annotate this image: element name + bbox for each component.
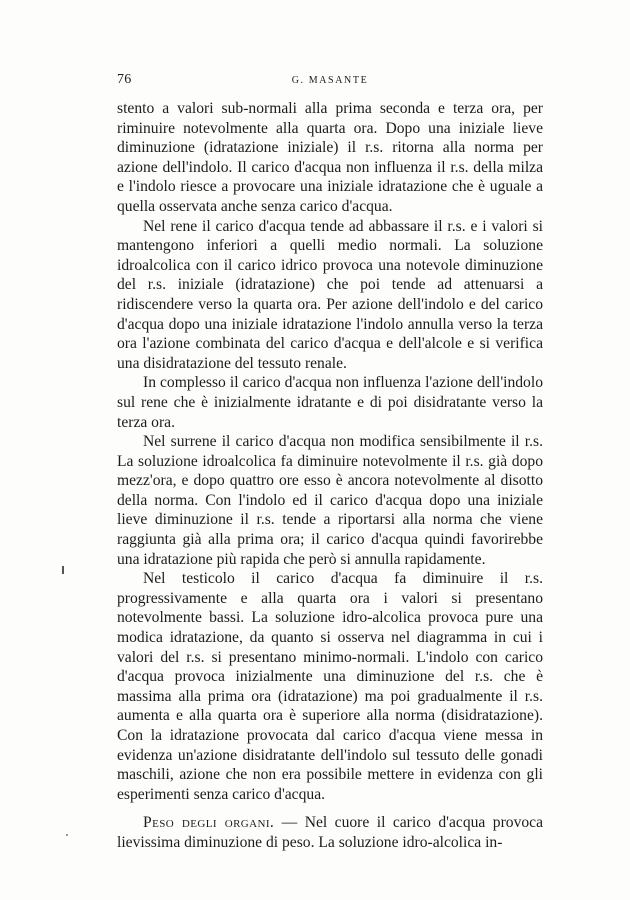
margin-mark: [62, 566, 64, 574]
paragraph-testicolo: Nel testicolo il carico d'acqua fa diminuire il r.s. progressivamente e alla quarta ora i valori si presentano notevolmente bassi. La soluzione idro-alcolica provoca pure una modica idratazione, da quanto si osserva nel diagramma in cui i valori del r.s. si presentano minimo-normali. L'indolo con carico d'acqua provoca inizialmente una diminuzione del r.s. che è massima alla prima ora (idratazione) ma poi gradualmente il r.s. aumenta e alla quarta ora è superiore alla norma (disidratazione). Con la idratazione provocata dal carico d'acqua viene messa in evidenza un'azione disidratante dell'indolo sul tessuto delle gonadi maschili, azione che non era possibile mettere in evidenza con gli esperimenti senza carico d'acqua.: [117, 570, 543, 803]
running-head: [117, 72, 543, 92]
paragraph-continuation: stento a valori sub-normali alla prima seconda e terza ora, per riminuire notevolmente alla quarta ora. Dopo una iniziale lieve diminuzione (idratazione iniziale) il r.s. ritorna alla norma per azione dell'indolo. Il carico d'acqua non influenza il r.s. della milza e l'indolo riesce a provocare una iniziale idratazione che è uguale a quella osservata anche senza carico d'acqua.: [117, 100, 543, 215]
paragraph-rene: Nel rene il carico d'acqua tende ad abbassare il r.s. e i valori si mantengono inferiori a quelli medio normali. La soluzione idroalcolica con il carico idrico provoca una notevole diminuzione del r.s. iniziale (idratazione) che poi tende ad attenuarsi a ridiscendere verso la quarta ora. Per azione dell'indolo e del carico d'acqua dopo una iniziale idratazione l'indolo annulla verso la terza ora l'azione combinata del carico d'acqua e dell'alcole e si verifica una disidratazione del tessuto renale.: [117, 217, 543, 372]
section-text: — Nel cuore il carico d'acqua provoca lievissima diminuzione di peso. La soluzione idro-alcolica in-: [117, 814, 543, 851]
paragraph-surrene: Nel surrene il carico d'acqua non modifica sensibilmente il r.s. La soluzione idroalcolica fa diminuire notevolmente il r.s. già dopo mezz'ora, e dopo quattro ore esso è ancora notevolmente al disotto della norma. Con l'indolo ed il carico d'acqua dopo una iniziale lieve diminuzione il r.s. tende a riportarsi alla norma che viene raggiunta già alla prima ora; il carico d'acqua quindi favorirebbe una idratazione più rapida che però si annulla rapidamente.: [117, 433, 543, 568]
body-text: [117, 99, 543, 853]
page-number: 76: [117, 72, 132, 87]
running-head-author: G. MASANTE: [291, 75, 369, 86]
paragraph-peso-organi: [117, 813, 543, 852]
section-heading: Peso degli organi.: [143, 814, 275, 832]
paragraph-complesso: In complesso il carico d'acqua non influenza l'azione dell'indolo sul rene che è inizialmente idratante e di poi disidratante verso la terza ora.: [117, 374, 543, 431]
margin-dot: [66, 834, 68, 836]
